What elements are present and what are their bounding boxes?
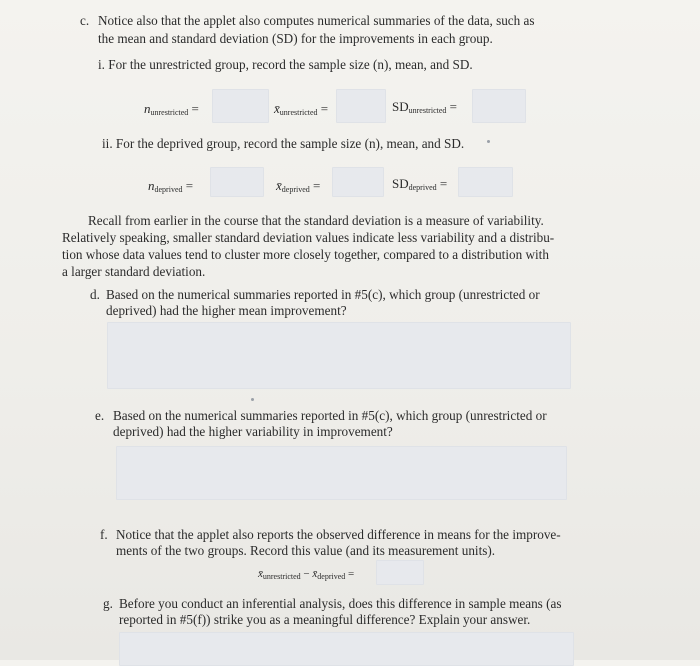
part-c-i-text: i. For the unrestricted group, record the sample size (n), mean, and SD. xyxy=(98,57,473,72)
xbar-deprived-input[interactable] xyxy=(332,167,384,197)
part-c-text-line1: Notice also that the applet also computes numerical summaries of the data, such as xyxy=(98,13,535,28)
sd-deprived-label: $SD_{deprived}$ = xyxy=(392,176,448,192)
part-c-text-line2: the mean and standard deviation (SD) for the improvements in each group. xyxy=(98,31,493,46)
part-d-answer-box[interactable] xyxy=(107,322,571,389)
recall-line1: Recall from earlier in the course that the standard deviation is a measure of variability. xyxy=(88,213,544,228)
recall-line3: tion whose data values tend to cluster more closely together, compared to a distribution with xyxy=(62,247,549,262)
part-e-answer-box[interactable] xyxy=(116,446,567,500)
part-d-line2: deprived) had the higher mean improvement? xyxy=(106,303,347,318)
difference-in-means-input[interactable] xyxy=(376,560,424,585)
part-f-line2: ments of the two groups. Record this value (and its measurement units). xyxy=(116,543,496,558)
part-e-line1: Based on the numerical summaries reported in #5(c), which group (unrestricted or xyxy=(113,408,547,423)
part-g-line1: Before you conduct an inferential analysis, does this difference in sample means (as xyxy=(119,596,562,611)
part-g-label: g. xyxy=(103,596,113,611)
sd-unrestricted-label: $SD_{unrestricted}$ = xyxy=(392,99,457,115)
part-e-label: e. xyxy=(95,408,105,423)
n-unrestricted-input[interactable] xyxy=(212,89,269,123)
recall-line2: Relatively speaking, smaller standard deviation values indicate less variability and a distribu- xyxy=(62,230,555,245)
recall-line4: a larger standard deviation. xyxy=(62,264,206,279)
sd-unrestricted-input[interactable] xyxy=(472,89,526,123)
part-c-label: c. xyxy=(80,13,90,28)
part-g-answer-box[interactable] xyxy=(119,632,574,666)
stray-dot xyxy=(487,140,490,143)
part-f-label: f. xyxy=(100,527,108,542)
xbar-unrestricted-input[interactable] xyxy=(336,89,386,123)
part-d-label: d. xyxy=(90,287,100,302)
n-deprived-input[interactable] xyxy=(210,167,264,197)
sd-deprived-input[interactable] xyxy=(458,167,513,197)
part-f-line1: Notice that the applet also reports the observed difference in means for the improve- xyxy=(116,527,561,542)
n-deprived-label: $n_{deprived}$ = xyxy=(148,178,194,194)
stray-dot xyxy=(251,398,254,401)
part-c-ii-text: ii. For the deprived group, record the sample size (n), mean, and SD. xyxy=(102,136,465,151)
xbar-deprived-label: $x̄_{deprived}$ = xyxy=(276,178,321,194)
part-e-line2: deprived) had the higher variability in improvement? xyxy=(113,424,393,439)
part-g-line2: reported in #5(f)) strike you as a meaningful difference? Explain your answer. xyxy=(119,612,531,627)
difference-in-means-label: $x̄_{unrestricted}$ − $x̄_{deprived}$ = xyxy=(258,568,355,581)
n-unrestricted-label: $n_{unrestricted}$ = xyxy=(144,101,199,117)
part-d-line1: Based on the numerical summaries reported in #5(c), which group (unrestricted or xyxy=(106,287,540,302)
xbar-unrestricted-label: $x̄_{unrestricted}$ = xyxy=(274,101,329,117)
